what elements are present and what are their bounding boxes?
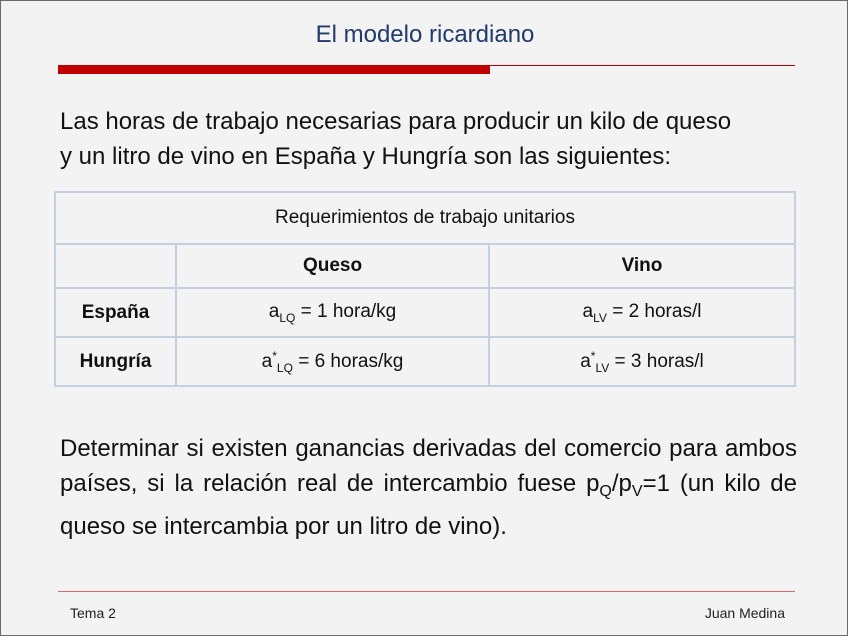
coef-subscript: LV (593, 310, 607, 325)
footer-divider (58, 591, 795, 592)
header-vino: Vino (489, 244, 795, 288)
slide-title: El modelo ricardiano (315, 21, 535, 48)
coef-symbol: a (268, 300, 280, 322)
intro-line-1: Las horas de trabajo necesarias para producir un kilo de queso (60, 108, 732, 135)
table-row-espana (55, 288, 795, 337)
footer-author: Juan Medina (704, 605, 785, 621)
title-underline-line (490, 65, 795, 66)
row-label-hungria: Hungría (55, 337, 176, 386)
cell-hungria-queso (176, 337, 489, 386)
question-text-2: =1 (un kilo de queso se intercambia por un litro de vino). (60, 470, 798, 540)
table-caption-row (55, 192, 795, 244)
coef-value: = 2 horas/l (606, 300, 702, 322)
question-text-1: Determinar si existen ganancias derivadas del comercio para ambos países, si la relación real de intercambio fuese p (60, 435, 797, 497)
coef-symbol: a (582, 300, 594, 322)
cell-espana-vino (489, 288, 795, 337)
header-empty-cell (55, 244, 176, 288)
table-row-hungria (55, 337, 795, 386)
title-underline-bar (58, 65, 490, 74)
table-header-row (55, 244, 795, 288)
question-paragraph (60, 431, 797, 544)
coef-subscript: LQ (276, 360, 293, 375)
coef-star: * (590, 348, 596, 363)
coef-value: = 3 horas/l (609, 350, 704, 372)
coef-symbol: a (261, 350, 273, 372)
header-queso: Queso (176, 244, 489, 288)
table-caption: Requerimientos de trabajo unitarios (55, 192, 795, 244)
price-subscript-q: Q (599, 483, 612, 500)
cell-espana-queso (176, 288, 489, 337)
price-subscript-v: V (631, 483, 643, 500)
footer-topic: Tema 2 (70, 605, 116, 621)
coef-subscript: LV (595, 360, 610, 375)
intro-paragraph (60, 104, 797, 174)
row-label-espana: España (55, 288, 176, 337)
coef-subscript: LQ (279, 310, 296, 325)
question-slash: /p (611, 470, 632, 497)
labor-requirements-table (54, 191, 796, 387)
cell-hungria-vino (489, 337, 795, 386)
coef-symbol: a (580, 350, 591, 372)
intro-line-2: y un litro de vino en España y Hungría son las siguientes: (60, 143, 672, 170)
coef-value: = 1 hora/kg (295, 300, 397, 322)
coef-star: * (272, 348, 277, 363)
coef-value: = 6 horas/kg (292, 350, 404, 372)
